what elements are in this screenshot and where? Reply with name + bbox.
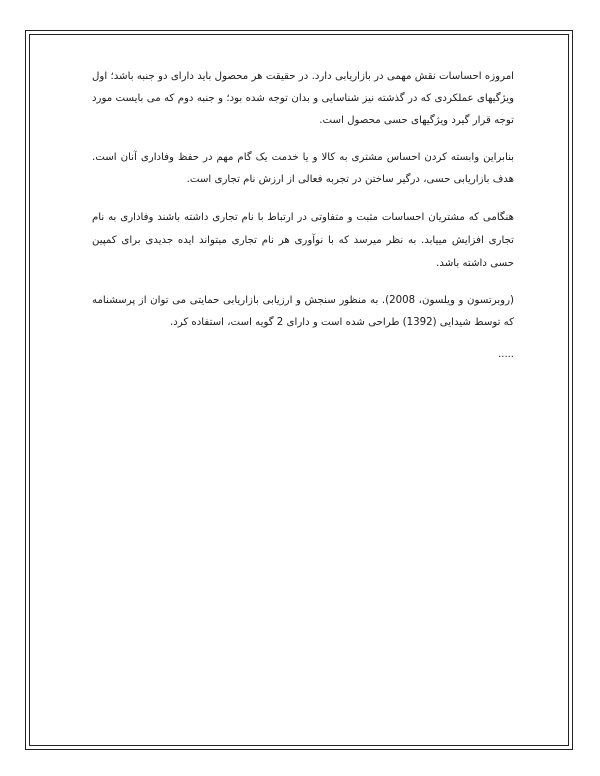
ellipsis-continuation: ..... — [498, 349, 514, 360]
paragraph-intro: امروزه احساسات نقش مهمی در بازاریابی دارد. در حقیقت هر محصول باید دارای دو جنبه باشد؛ اول ویژگیهای عملکردی که در گذشته نیز شناسایی و بدان توجه شده بود؛ و جنبه دوم که می بایست مورد توجه قرار گیرد ویژگیهای حسی محصول است. — [92, 71, 514, 126]
document-body — [92, 66, 514, 361]
paragraph-loyalty: بنابراین وابسته کردن احساس مشتری به کالا و یا خدمت یک گام مهم در حفظ وفاداری آنان است. هدف بازاریابی حسی، درگیر ساختن در تجربه فعالی از ارزش نام تجاری است. — [92, 152, 514, 185]
paragraph-method: (روبرتسون و ویلسون، 2008). به منظور سنجش و ارزیابی بازاریابی حمایتی می توان از پرسشنامه که توسط شیدایی (1392) طراحی شده است و دارای 2 گویه است، استفاده کرد. — [92, 295, 514, 328]
paragraph-emotions: هنگامی که مشتریان احساسات مثبت و متفاوتی در ارتباط با نام تجاری داشته باشند وفاداری به نام تجاری افزایش مییابد. به نظر میرسد که با نوآوری هر نام تجاری میتواند ایده جدیدی برای کمپین حسی داشته باشد. — [92, 212, 514, 269]
